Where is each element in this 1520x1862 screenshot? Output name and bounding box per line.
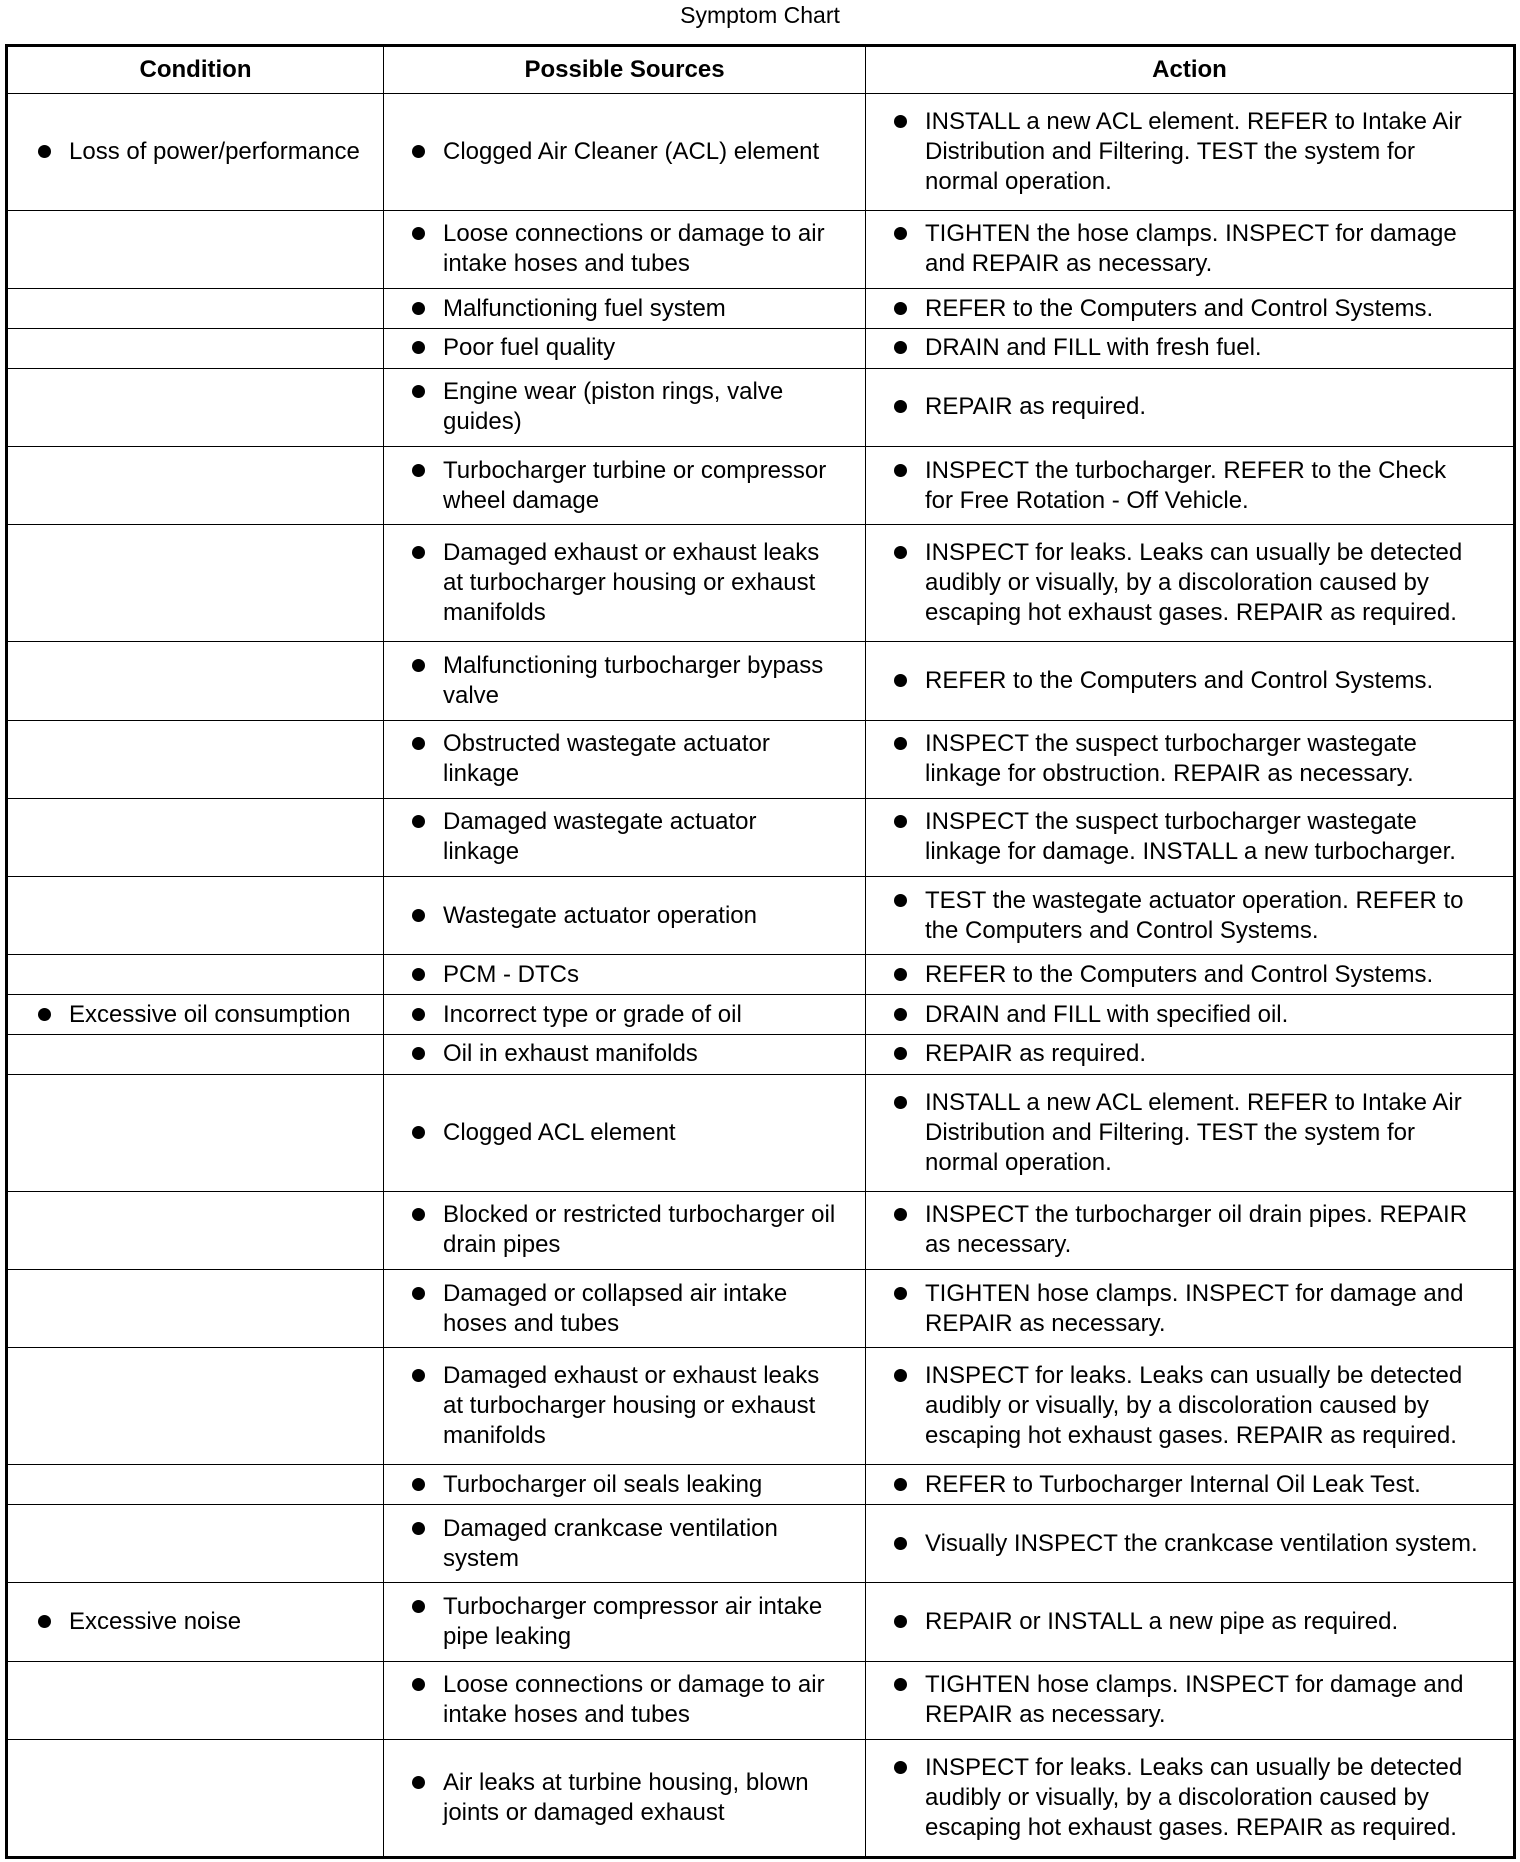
source-cell bbox=[384, 1035, 866, 1075]
table-row bbox=[7, 447, 1515, 525]
source-cell bbox=[384, 1269, 866, 1347]
condition-cell bbox=[7, 1583, 384, 1661]
condition-cell bbox=[7, 1504, 384, 1582]
bullet-item bbox=[394, 1039, 855, 1069]
bullet-dot-icon bbox=[894, 894, 907, 907]
bullet-item bbox=[876, 294, 1503, 324]
action-text: INSPECT the suspect turbocharger wastegate linkage for obstruction. REPAIR as necessary. bbox=[925, 730, 1417, 788]
bullet-item bbox=[394, 1118, 855, 1148]
table-row bbox=[7, 525, 1515, 642]
source-cell bbox=[384, 1465, 866, 1505]
source-text: Malfunctioning turbocharger bypass valve bbox=[443, 651, 824, 709]
bullet-item bbox=[394, 729, 855, 789]
condition-cell bbox=[7, 720, 384, 798]
bullet-item bbox=[876, 1039, 1503, 1069]
action-cell bbox=[866, 1465, 1515, 1505]
source-cell bbox=[384, 210, 866, 288]
bullet-dot-icon bbox=[412, 1047, 425, 1060]
chart-title: Symptom Chart bbox=[680, 2, 840, 28]
source-text: Damaged crankcase ventilation system bbox=[443, 1514, 778, 1572]
bullet-dot-icon bbox=[412, 1600, 425, 1613]
bullet-dot-icon bbox=[894, 302, 907, 315]
table-row bbox=[7, 720, 1515, 798]
bullet-item bbox=[876, 1361, 1503, 1451]
table-row bbox=[7, 642, 1515, 720]
source-text: Incorrect type or grade of oil bbox=[443, 1000, 742, 1028]
action-cell bbox=[866, 877, 1515, 955]
bullet-item bbox=[394, 1000, 855, 1030]
action-text: TIGHTEN the hose clamps. INSPECT for damage and REPAIR as necessary. bbox=[925, 220, 1457, 278]
action-text: REFER to Turbocharger Internal Oil Leak Test. bbox=[925, 1470, 1421, 1498]
table-row bbox=[7, 1583, 1515, 1661]
table-row bbox=[7, 210, 1515, 288]
condition-cell bbox=[7, 289, 384, 329]
action-text: INSPECT for leaks. Leaks can usually be detected audibly or visually, by a discoloration caused by escaping hot exhaust gases. REPAIR as required. bbox=[925, 539, 1463, 627]
action-text: REPAIR or INSTALL a new pipe as required. bbox=[925, 1607, 1399, 1635]
action-text: TIGHTEN hose clamps. INSPECT for damage and REPAIR as necessary. bbox=[925, 1279, 1464, 1337]
condition-cell bbox=[7, 328, 384, 368]
bullet-dot-icon bbox=[894, 815, 907, 828]
action-text: REFER to the Computers and Control Systems. bbox=[925, 960, 1434, 988]
table-row bbox=[7, 1269, 1515, 1347]
condition-cell bbox=[7, 877, 384, 955]
bullet-item bbox=[876, 333, 1503, 363]
bullet-dot-icon bbox=[412, 302, 425, 315]
action-cell bbox=[866, 955, 1515, 995]
bullet-dot-icon bbox=[894, 1287, 907, 1300]
table-row bbox=[7, 1465, 1515, 1505]
bullet-dot-icon bbox=[894, 1208, 907, 1221]
bullet-item bbox=[394, 377, 855, 437]
action-cell bbox=[866, 368, 1515, 446]
action-text: INSTALL a new ACL element. REFER to Intake Air Distribution and Filtering. TEST the system for normal operation. bbox=[925, 1088, 1462, 1176]
table-row bbox=[7, 1661, 1515, 1739]
bullet-item bbox=[394, 1514, 855, 1574]
action-cell bbox=[866, 642, 1515, 720]
condition-cell bbox=[7, 1348, 384, 1465]
source-cell bbox=[384, 995, 866, 1035]
bullet-item bbox=[18, 137, 373, 167]
bullet-item bbox=[394, 294, 855, 324]
bullet-item bbox=[876, 1607, 1503, 1637]
bullet-dot-icon bbox=[412, 1522, 425, 1535]
action-cell bbox=[866, 1191, 1515, 1269]
source-cell bbox=[384, 447, 866, 525]
bullet-dot-icon bbox=[412, 1287, 425, 1300]
bullet-dot-icon bbox=[38, 1008, 51, 1021]
bullet-dot-icon bbox=[412, 815, 425, 828]
bullet-item bbox=[394, 901, 855, 931]
bullet-item bbox=[394, 651, 855, 711]
bullet-dot-icon bbox=[412, 737, 425, 750]
bullet-dot-icon bbox=[894, 341, 907, 354]
condition-cell bbox=[7, 1739, 384, 1857]
bullet-item bbox=[876, 1753, 1503, 1843]
action-cell bbox=[866, 1661, 1515, 1739]
bullet-item bbox=[876, 1470, 1503, 1500]
bullet-dot-icon bbox=[894, 115, 907, 128]
action-text: TIGHTEN hose clamps. INSPECT for damage and REPAIR as necessary. bbox=[925, 1671, 1464, 1729]
source-text: Blocked or restricted turbocharger oil drain pipes bbox=[443, 1201, 836, 1259]
bullet-item bbox=[876, 456, 1503, 516]
bullet-item bbox=[394, 219, 855, 279]
source-text: Air leaks at turbine housing, blown joints or damaged exhaust bbox=[443, 1768, 809, 1826]
condition-cell bbox=[7, 798, 384, 876]
action-text: REFER to the Computers and Control Systems. bbox=[925, 666, 1434, 694]
action-cell bbox=[866, 328, 1515, 368]
bullet-dot-icon bbox=[412, 1208, 425, 1221]
condition-cell bbox=[7, 995, 384, 1035]
source-cell bbox=[384, 368, 866, 446]
header-action: Action bbox=[866, 46, 1515, 94]
action-cell bbox=[866, 1348, 1515, 1465]
bullet-dot-icon bbox=[412, 464, 425, 477]
bullet-item bbox=[394, 137, 855, 167]
bullet-item bbox=[876, 960, 1503, 990]
source-cell bbox=[384, 1191, 866, 1269]
action-text: DRAIN and FILL with specified oil. bbox=[925, 1000, 1289, 1028]
bullet-item bbox=[394, 1470, 855, 1500]
bullet-dot-icon bbox=[894, 1761, 907, 1774]
bullet-dot-icon bbox=[412, 546, 425, 559]
source-cell bbox=[384, 1583, 866, 1661]
table-row bbox=[7, 1074, 1515, 1191]
bullet-item bbox=[394, 1200, 855, 1260]
table-row bbox=[7, 94, 1515, 211]
bullet-item bbox=[876, 219, 1503, 279]
bullet-dot-icon bbox=[412, 145, 425, 158]
source-cell bbox=[384, 1739, 866, 1857]
action-text: INSPECT the suspect turbocharger wastegate linkage for damage. INSTALL a new turbocharger. bbox=[925, 808, 1456, 866]
source-cell bbox=[384, 1504, 866, 1582]
action-text: DRAIN and FILL with fresh fuel. bbox=[925, 334, 1262, 362]
bullet-item bbox=[394, 1279, 855, 1339]
condition-cell bbox=[7, 1661, 384, 1739]
table-row bbox=[7, 995, 1515, 1035]
bullet-item bbox=[876, 392, 1503, 422]
bullet-dot-icon bbox=[894, 1537, 907, 1550]
action-text: REPAIR as required. bbox=[925, 1040, 1146, 1068]
source-text: PCM - DTCs bbox=[443, 960, 579, 988]
condition-cell bbox=[7, 1074, 384, 1191]
condition-cell bbox=[7, 1465, 384, 1505]
bullet-dot-icon bbox=[412, 227, 425, 240]
bullet-item bbox=[876, 1670, 1503, 1730]
condition-cell bbox=[7, 642, 384, 720]
source-text: Clogged Air Cleaner (ACL) element bbox=[443, 137, 820, 165]
source-cell bbox=[384, 525, 866, 642]
bullet-item bbox=[876, 1529, 1503, 1559]
condition-cell bbox=[7, 525, 384, 642]
table-row bbox=[7, 1504, 1515, 1582]
source-text: Damaged exhaust or exhaust leaks at turbocharger housing or exhaust manifolds bbox=[443, 1362, 820, 1450]
condition-cell bbox=[7, 955, 384, 995]
bullet-dot-icon bbox=[894, 1478, 907, 1491]
action-text: INSPECT the turbocharger. REFER to the Check for Free Rotation - Off Vehicle. bbox=[925, 456, 1447, 514]
source-text: Poor fuel quality bbox=[443, 334, 616, 362]
bullet-item bbox=[876, 107, 1503, 197]
condition-cell bbox=[7, 1191, 384, 1269]
bullet-dot-icon bbox=[412, 968, 425, 981]
table-row bbox=[7, 798, 1515, 876]
bullet-item bbox=[394, 1592, 855, 1652]
action-cell bbox=[866, 1739, 1515, 1857]
source-cell bbox=[384, 289, 866, 329]
action-cell bbox=[866, 210, 1515, 288]
source-text: Turbocharger oil seals leaking bbox=[443, 1470, 763, 1498]
source-text: Damaged or collapsed air intake hoses and tubes bbox=[443, 1279, 788, 1337]
action-cell bbox=[866, 1269, 1515, 1347]
source-text: Loose connections or damage to air intake hoses and tubes bbox=[443, 1671, 825, 1729]
action-cell bbox=[866, 447, 1515, 525]
bullet-dot-icon bbox=[412, 909, 425, 922]
bullet-dot-icon bbox=[894, 1678, 907, 1691]
bullet-dot-icon bbox=[894, 674, 907, 687]
bullet-dot-icon bbox=[894, 227, 907, 240]
source-cell bbox=[384, 642, 866, 720]
bullet-dot-icon bbox=[412, 1776, 425, 1789]
source-text: Damaged exhaust or exhaust leaks at turbocharger housing or exhaust manifolds bbox=[443, 539, 820, 627]
table-row bbox=[7, 368, 1515, 446]
bullet-dot-icon bbox=[412, 659, 425, 672]
source-text: Turbocharger turbine or compressor wheel damage bbox=[443, 456, 827, 514]
bullet-item bbox=[876, 807, 1503, 867]
condition-cell bbox=[7, 447, 384, 525]
bullet-dot-icon bbox=[38, 1615, 51, 1628]
condition-cell bbox=[7, 94, 384, 211]
action-cell bbox=[866, 995, 1515, 1035]
bullet-item bbox=[394, 807, 855, 867]
action-text: REFER to the Computers and Control Systems. bbox=[925, 294, 1434, 322]
condition-cell bbox=[7, 1269, 384, 1347]
bullet-dot-icon bbox=[894, 1369, 907, 1382]
condition-text: Excessive noise bbox=[69, 1607, 242, 1635]
table-row bbox=[7, 1035, 1515, 1075]
bullet-dot-icon bbox=[412, 1678, 425, 1691]
table-row bbox=[7, 1739, 1515, 1857]
source-text: Damaged wastegate actuator linkage bbox=[443, 808, 757, 866]
source-text: Engine wear (piston rings, valve guides) bbox=[443, 378, 784, 436]
source-cell bbox=[384, 328, 866, 368]
bullet-dot-icon bbox=[412, 1126, 425, 1139]
bullet-item bbox=[394, 1361, 855, 1451]
condition-cell bbox=[7, 1035, 384, 1075]
source-text: Turbocharger compressor air intake pipe leaking bbox=[443, 1592, 823, 1650]
header-possible-sources: Possible Sources bbox=[384, 46, 866, 94]
table-row bbox=[7, 877, 1515, 955]
action-cell bbox=[866, 798, 1515, 876]
action-text: INSPECT for leaks. Leaks can usually be detected audibly or visually, by a discoloration caused by escaping hot exhaust gases. REPAIR as required. bbox=[925, 1362, 1463, 1450]
action-text: INSPECT the turbocharger oil drain pipes. REPAIR as necessary. bbox=[925, 1201, 1468, 1259]
bullet-dot-icon bbox=[412, 1008, 425, 1021]
action-text: REPAIR as required. bbox=[925, 393, 1146, 421]
source-cell bbox=[384, 94, 866, 211]
action-text: Visually INSPECT the crankcase ventilation system. bbox=[925, 1529, 1478, 1557]
bullet-item bbox=[18, 1000, 373, 1030]
condition-cell bbox=[7, 210, 384, 288]
bullet-item bbox=[876, 1279, 1503, 1339]
source-cell bbox=[384, 1074, 866, 1191]
bullet-item bbox=[394, 333, 855, 363]
bullet-item bbox=[876, 666, 1503, 696]
bullet-item bbox=[876, 729, 1503, 789]
bullet-dot-icon bbox=[894, 1615, 907, 1628]
bullet-item bbox=[394, 960, 855, 990]
action-cell bbox=[866, 1035, 1515, 1075]
action-text: TEST the wastegate actuator operation. REFER to the Computers and Control Systems. bbox=[925, 886, 1464, 944]
source-cell bbox=[384, 1348, 866, 1465]
action-cell bbox=[866, 525, 1515, 642]
source-text: Malfunctioning fuel system bbox=[443, 294, 726, 322]
condition-text: Loss of power/performance bbox=[69, 137, 360, 165]
bullet-dot-icon bbox=[412, 1369, 425, 1382]
bullet-dot-icon bbox=[894, 546, 907, 559]
bullet-item bbox=[876, 1000, 1503, 1030]
bullet-dot-icon bbox=[894, 1008, 907, 1021]
source-cell bbox=[384, 1661, 866, 1739]
action-cell bbox=[866, 1504, 1515, 1582]
bullet-dot-icon bbox=[894, 1047, 907, 1060]
source-text: Clogged ACL element bbox=[443, 1118, 676, 1146]
source-text: Obstructed wastegate actuator linkage bbox=[443, 730, 770, 788]
source-cell bbox=[384, 955, 866, 995]
bullet-dot-icon bbox=[894, 1096, 907, 1109]
source-text: Oil in exhaust manifolds bbox=[443, 1040, 698, 1068]
action-cell bbox=[866, 289, 1515, 329]
bullet-item bbox=[876, 1200, 1503, 1260]
symptom-table bbox=[5, 44, 1516, 1859]
bullet-item bbox=[18, 1607, 373, 1637]
bullet-item bbox=[394, 456, 855, 516]
table-row bbox=[7, 289, 1515, 329]
table-row bbox=[7, 328, 1515, 368]
bullet-dot-icon bbox=[894, 464, 907, 477]
bullet-dot-icon bbox=[412, 341, 425, 354]
action-cell bbox=[866, 1074, 1515, 1191]
bullet-item bbox=[394, 538, 855, 628]
action-text: INSPECT for leaks. Leaks can usually be detected audibly or visually, by a discoloration caused by escaping hot exhaust gases. REPAIR as required. bbox=[925, 1753, 1463, 1841]
source-text: Loose connections or damage to air intake hoses and tubes bbox=[443, 220, 825, 278]
action-text: INSTALL a new ACL element. REFER to Intake Air Distribution and Filtering. TEST the system for normal operation. bbox=[925, 107, 1462, 195]
header-condition: Condition bbox=[7, 46, 384, 94]
bullet-dot-icon bbox=[412, 385, 425, 398]
bullet-item bbox=[876, 886, 1503, 946]
bullet-item bbox=[394, 1670, 855, 1730]
table-row bbox=[7, 1348, 1515, 1465]
bullet-dot-icon bbox=[894, 737, 907, 750]
action-cell bbox=[866, 94, 1515, 211]
bullet-dot-icon bbox=[894, 400, 907, 413]
source-cell bbox=[384, 720, 866, 798]
table-row bbox=[7, 955, 1515, 995]
table-row bbox=[7, 1191, 1515, 1269]
action-cell bbox=[866, 720, 1515, 798]
source-cell bbox=[384, 877, 866, 955]
source-text: Wastegate actuator operation bbox=[443, 901, 757, 929]
bullet-dot-icon bbox=[38, 145, 51, 158]
condition-cell bbox=[7, 368, 384, 446]
condition-text: Excessive oil consumption bbox=[69, 1000, 351, 1028]
source-cell bbox=[384, 798, 866, 876]
bullet-item bbox=[876, 1088, 1503, 1178]
bullet-dot-icon bbox=[412, 1478, 425, 1491]
bullet-dot-icon bbox=[894, 968, 907, 981]
bullet-item bbox=[876, 538, 1503, 628]
action-cell bbox=[866, 1583, 1515, 1661]
bullet-item bbox=[394, 1768, 855, 1828]
header-row bbox=[7, 46, 1515, 94]
